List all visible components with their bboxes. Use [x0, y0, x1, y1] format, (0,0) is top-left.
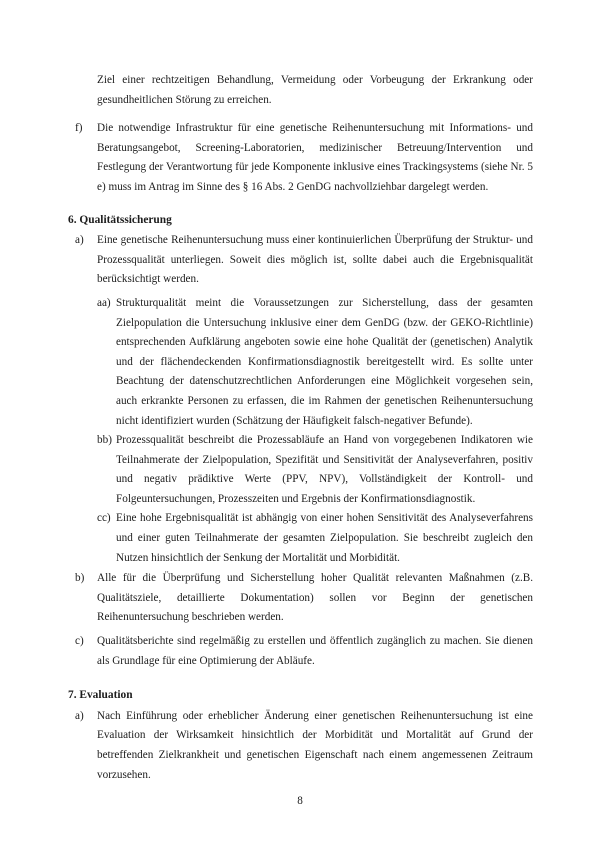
item-marker: c) — [75, 635, 84, 648]
item-text: Strukturqualität meint die Voraussetzungen zur Sicherstellung, dass der gesamten Zielpopulation die Untersuchung inklusive einer dem GenDG (bzw. der GEKO-Richtlinie) entsprechenden Aufklärung angeboten sowie eine hohe Qualität der (genetischen) Analytik und der flächendeckenden Konfirmationsdiagnostik bereitgestellt wird. Es sollte unter Beachtung der datenschutzrechtlichen Anforderungen eine Möglichkeit vorgesehen sein, auch erkrankte Personen zu erfassen, die im Rahmen der genetischen Reihenuntersuchung nicht identifiziert wurden (Schätzung der Häufigkeit falsch-negativer Befunde). — [116, 296, 533, 427]
list-item-a — [68, 231, 533, 290]
item-text: Die notwendige Infrastruktur für eine genetische Reihenuntersuchung mit Informations- und Beratungsangebot, Screening-Laboratorien, medizinischer Betreuung/Intervention und Festlegung der Verantwortung für jede Komponente inklusive eines Trackingsystems (siehe Nr. 5 e) muss im Antrag im Sinne des § 16 Abs. 2 GenDG nachvollziehbar dargelegt werden. — [97, 122, 533, 193]
list-item-b — [68, 569, 533, 628]
item-marker: a) — [75, 234, 84, 247]
item-text: Alle für die Überprüfung und Sicherstellung hoher Qualität relevanten Maßnahmen (z.B. Qualitätsziele, detaillierte Dokumentation) sollen vor Beginn der genetischen Reihenuntersuchung beschrieben werden. — [97, 572, 533, 624]
list-subitem-aa — [68, 294, 533, 431]
page-number: 8 — [297, 795, 303, 807]
item-text: Eine hohe Ergebnisqualität ist abhängig von einer hohen Sensitivität des Analyseverfahrens und einer guten Teilnahmerate der gesamten Zielpopulation. Sie beschreibt zugleich den Nutzen hinsichtlich der Senkung der Mortalität und Morbidität. — [116, 512, 533, 564]
item-text: Prozessqualität beschreibt die Prozessabläufe an Hand von vorgegebenen Indikatoren wie Teilnahmerate der Zielpopulation, Spezifität und Sensitivität der Analyseverfahren, positiv und negativ prädiktive Werte (PPV, NPV), Vollständigkeit der Kontroll- und Folgeuntersuchungen, Prozesszeiten und Ergebnis der Konfirmationsdiagnostik. — [116, 434, 533, 505]
list-item-c — [68, 632, 533, 671]
item-marker: b) — [75, 572, 85, 585]
item-text: Eine genetische Reihenuntersuchung muss einer kontinuierlichen Überprüfung der Struktur- und Prozessqualität unterliegen. Soweit dies möglich ist, sollte dabei auch die Ergebnisqualität berücksichtigt werden. — [97, 234, 533, 286]
item-marker: a) — [75, 709, 84, 722]
list-subitem-bb — [68, 431, 533, 509]
item-text: Nach Einführung oder erheblicher Änderung einer genetischen Reihenuntersuchung ist eine Evaluation der Wirksamkeit hinsichtlich der Morbidität und Mortalität auf Grund der betreffenden Zielkrankheit und genetischen Eigenschaft nach einem angemessenen Zeitraum vorzusehen. — [97, 709, 533, 781]
list-item-f — [68, 119, 533, 197]
item-text: Qualitätsberichte sind regelmäßig zu erstellen und öffentlich zugänglich zu machen. Sie dienen als Grundlage für eine Optimierung der Abläufe. — [97, 635, 533, 667]
item-marker: aa) — [97, 296, 111, 309]
item-marker: bb) — [97, 434, 112, 447]
item-marker: f) — [75, 122, 83, 135]
section-heading-6: 6. Qualitätssicherung — [68, 213, 172, 226]
list-subitem-cc — [68, 509, 533, 568]
document-content — [68, 71, 533, 785]
item-marker: cc) — [97, 512, 111, 525]
paragraph-continuation: Ziel einer rechtzeitigen Behandlung, Vermeidung oder Vorbeugung der Erkrankung oder gesundheitlichen Störung zu erreichen. — [97, 74, 533, 106]
section-heading-7: 7. Evaluation — [68, 689, 133, 702]
list-item-7a — [68, 707, 533, 785]
